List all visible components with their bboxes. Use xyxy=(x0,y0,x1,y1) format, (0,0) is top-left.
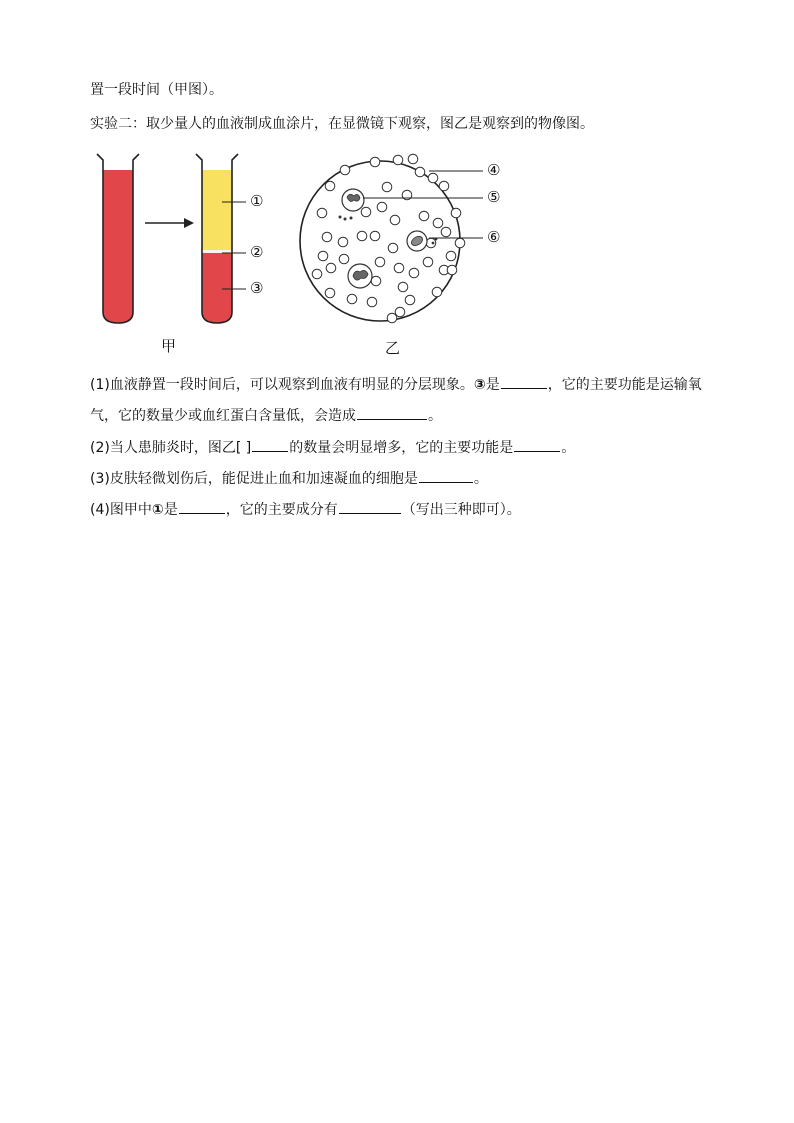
red-blood-cell xyxy=(398,282,408,292)
intro-line-2: 实验二：取少量人的血液制成血涂片，在显微镜下观察，图乙是观察到的物像图。 xyxy=(90,116,594,132)
blood-figure xyxy=(0,0,794,370)
circled-number: ① xyxy=(151,502,164,518)
white-blood-cell xyxy=(342,189,364,211)
question-3: (3)皮肤轻微划伤后，能促进止血和加速凝血的细胞是 。 xyxy=(90,468,488,489)
red-blood-cell xyxy=(325,181,335,191)
test-tube-after xyxy=(196,154,246,323)
circled-number: ③ xyxy=(473,377,486,393)
answer-blank[interactable] xyxy=(339,499,401,514)
red-blood-cell xyxy=(388,243,398,253)
red-blood-cell xyxy=(325,288,335,298)
red-blood-cell xyxy=(405,295,415,305)
red-blood-cell xyxy=(447,265,457,275)
red-blood-cell xyxy=(415,167,425,177)
red-blood-cell xyxy=(439,181,449,191)
answer-blank[interactable] xyxy=(419,468,473,483)
label-white-blood-cell: ⑤ xyxy=(487,188,501,206)
red-blood-cell xyxy=(317,208,327,218)
microscope-field xyxy=(300,154,483,323)
red-blood-cell xyxy=(340,165,350,175)
red-blood-cell xyxy=(433,218,443,228)
red-blood-cell xyxy=(446,251,456,261)
red-blood-cell xyxy=(451,208,461,218)
red-blood-cell xyxy=(390,215,400,225)
caption-jia: 甲 xyxy=(161,337,177,355)
caption-yi: 乙 xyxy=(385,339,401,357)
red-blood-cell xyxy=(322,232,332,242)
answer-blank[interactable] xyxy=(252,437,288,452)
red-blood-cell xyxy=(367,297,377,307)
red-blood-cell xyxy=(357,231,367,241)
red-blood-cell xyxy=(371,276,381,286)
red-blood-cell xyxy=(377,202,387,212)
answer-blank[interactable] xyxy=(179,499,225,514)
red-blood-cell xyxy=(423,257,433,267)
red-blood-cell xyxy=(361,207,371,217)
red-blood-cell xyxy=(395,307,405,317)
answer-blank[interactable] xyxy=(357,405,427,420)
answer-blank[interactable] xyxy=(514,437,560,452)
label-cell-6: ⑥ xyxy=(487,228,501,246)
white-blood-cell xyxy=(407,231,427,251)
question-1-line-1: (1)血液静置一段时间后，可以观察到血液有明显的分层现象。③是 ，它的主要功能是运输氧 xyxy=(90,374,702,395)
red-blood-cell xyxy=(370,231,380,241)
red-blood-cell xyxy=(428,173,438,183)
red-blood-cell xyxy=(370,157,380,167)
red-blood-cell xyxy=(318,251,328,261)
red-blood-cell xyxy=(432,287,442,297)
test-tube-before xyxy=(97,154,139,323)
red-blood-cell xyxy=(387,313,397,323)
red-blood-cell xyxy=(394,263,404,273)
label-red-blood-cell: ④ xyxy=(487,161,501,179)
red-blood-cell xyxy=(312,269,322,279)
red-blood-cell xyxy=(339,254,349,264)
red-blood-cell xyxy=(375,257,385,267)
red-blood-cell xyxy=(409,268,419,278)
red-blood-cell xyxy=(441,227,451,237)
red-blood-cell xyxy=(338,237,348,247)
red-blood-cell xyxy=(382,182,392,192)
red-blood-cell xyxy=(347,294,357,304)
red-blood-cell xyxy=(419,211,429,221)
label-plasma: ① xyxy=(250,192,264,210)
white-blood-cell xyxy=(348,264,372,288)
arrow-icon xyxy=(145,218,194,228)
question-1-line-2: 气，它的数量少或血红蛋白含量低，会造成 。 xyxy=(90,405,442,426)
red-blood-cell xyxy=(455,238,465,248)
red-blood-cell xyxy=(326,263,336,273)
question-4: (4)图甲中①是 ，它的主要成分有 （写出三种即可）。 xyxy=(90,499,521,520)
question-2: (2)当人患肺炎时，图乙[ ] 的数量会明显增多，它的主要功能是 。 xyxy=(90,437,575,458)
answer-blank[interactable] xyxy=(501,374,547,389)
red-blood-cell xyxy=(408,154,418,164)
intro-line-1: 置一段时间（甲图）。 xyxy=(90,82,223,98)
red-blood-cell xyxy=(393,155,403,165)
label-buffy-coat: ② xyxy=(250,243,264,261)
label-red-cells-layer: ③ xyxy=(250,279,264,297)
